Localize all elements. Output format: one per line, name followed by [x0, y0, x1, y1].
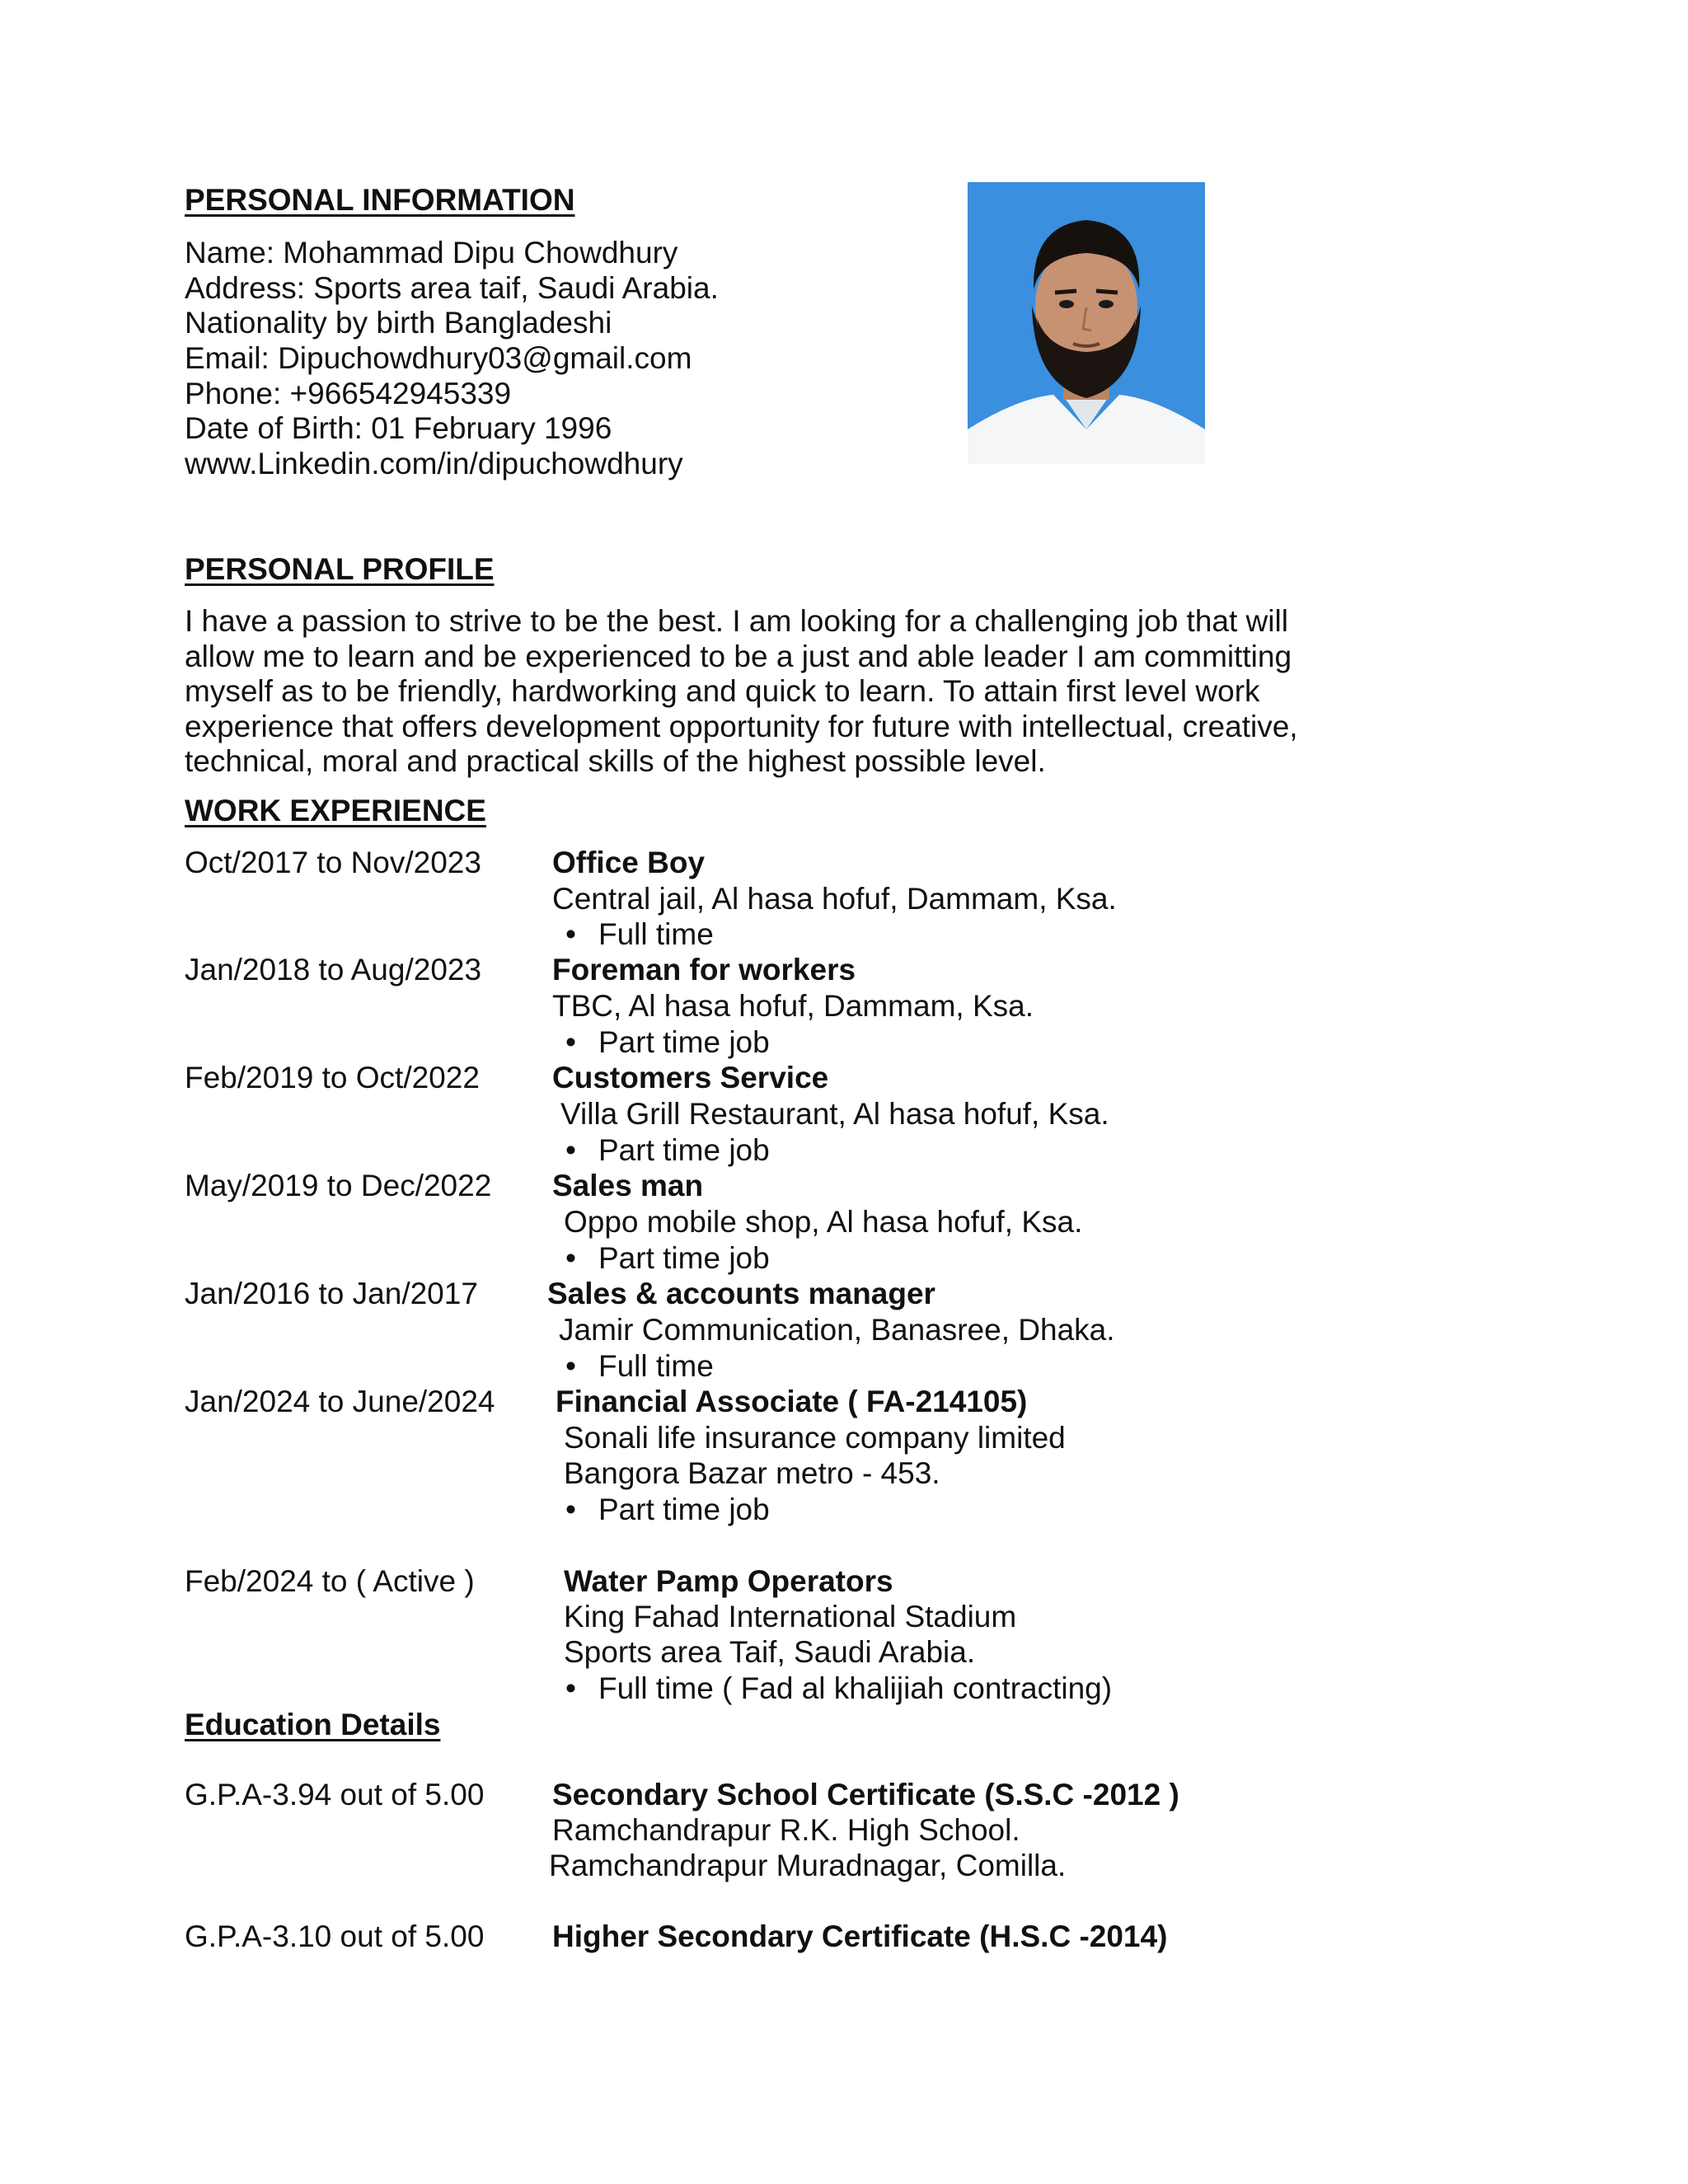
profile-line-4: experience that offers development opportunity for future with intellectual, creative, [185, 710, 1298, 743]
work-detail-6a: Sonali life insurance company limited [564, 1421, 1066, 1455]
work-date-3: Feb/2019 to Oct/2022 [185, 1061, 480, 1094]
work-date-1: Oct/2017 to Nov/2023 [185, 846, 481, 879]
work-title-4: Sales man [552, 1169, 704, 1202]
work-detail-7a: King Fahad International Stadium [564, 1600, 1017, 1633]
work-title-2: Foreman for workers [552, 953, 856, 987]
work-date-2: Jan/2018 to Aug/2023 [185, 953, 482, 987]
profile-line-1: I have a passion to strive to be the best. I am looking for a challenging job that will [185, 604, 1288, 638]
bullet-icon: • [565, 1133, 576, 1167]
education-detail-1a: Ramchandrapur R.K. High School. [552, 1813, 1020, 1847]
education-gpa-2: G.P.A-3.10 out of 5.00 [185, 1919, 485, 1953]
work-experience-heading: WORK EXPERIENCE [185, 794, 486, 827]
cv-page: PERSONAL INFORMATION Name: Mohammad Dipu Chowdhury Address: Sports area taif, Saudi Arabia. Nationality by birth Bangladeshi Email: Dipuchowdhury03@gmail.com Phone: +966542945339 Date of Birth: 01 February 1996 www.Linkedin.com/in/dipuchowdhury PERSONAL PROFILE I have a passion to strive to be the best. I am looking for a challenging job that will allow me to learn and be experienced to be a just and able leader I am committing myself as to be friendly, hardworking and quick to learn. To attain first level work experience that offers development opportunity for future with intellectual, creative, technical, moral and practical skills of the highest possible level. WORK EXPERIENCE Oct/2017 to Nov/2023 Office Boy Central jail, Al hasa hofuf, Dammam, Ksa. • Full time Jan/2018 to Aug/2023 Foreman for workers TBC, Al hasa hofuf, Dammam, Ksa. • Part time job Feb/2019 to Oct/2022 Customers Service Villa Grill Restaurant, Al hasa hofuf, Ksa. • Part time job May/2019 to Dec/2022 Sales man Oppo mobile shop, Al hasa hofuf, Ksa. • Part time job Jan/2016 to Jan/2017 Sales & accounts manager Jamir Communication, Banasree, Dhaka. • Full time Jan/2024 to June/2024 Financial Associate ( FA-214105) Sonali life insurance company limited Bangora Bazar metro - 453. • Part time job Feb/2024 to ( Active ) Water Pamp Operators King Fahad International Stadium Sports area Taif, Saudi Arabia. • Full time ( Fad al khalijiah contracting) Education Details G.P.A-3.94 out of 5.00 Secondary School Certificate (S.S.C -2012 ) Ramchandrapur R.K. High School. Ramchandrapur Muradnagar, Comilla. G.P.A-3.10 out of 5.00 Higher Secondary Certificate (H.S.C -2014) [185, 183, 1298, 1953]
work-date-4: May/2019 to Dec/2022 [185, 1169, 492, 1202]
profile-line-2: allow me to learn and be experienced to be a just and able leader I am committing [185, 640, 1292, 673]
work-detail-5: Jamir Communication, Banasree, Dhaka. [559, 1313, 1115, 1347]
work-title-5: Sales & accounts manager [547, 1277, 935, 1310]
personal-profile-heading: PERSONAL PROFILE [185, 552, 495, 586]
work-detail-3: Villa Grill Restaurant, Al hasa hofuf, Ksa. [560, 1097, 1109, 1131]
bullet-icon: • [565, 1241, 576, 1275]
education-heading: Education Details [185, 1708, 441, 1741]
bullet-icon: • [565, 917, 576, 951]
work-detail-4: Oppo mobile shop, Al hasa hofuf, Ksa. [564, 1205, 1083, 1239]
personal-information-heading: PERSONAL INFORMATION [185, 183, 575, 217]
linkedin-line: www.Linkedin.com/in/dipuchowdhury [185, 447, 683, 480]
work-date-5: Jan/2016 to Jan/2017 [185, 1277, 478, 1310]
work-detail-7b: Sports area Taif, Saudi Arabia. [564, 1635, 976, 1669]
bullet-icon: • [565, 1025, 576, 1059]
education-title-1: Secondary School Certificate (S.S.C -2012 ) [552, 1778, 1179, 1811]
work-date-6: Jan/2024 to June/2024 [185, 1385, 495, 1418]
education-title-2: Higher Secondary Certificate (H.S.C -2014) [552, 1919, 1168, 1953]
email-line: Email: Dipuchowdhury03@gmail.com [185, 341, 692, 375]
bullet-icon: • [565, 1493, 576, 1526]
work-title-6: Financial Associate ( FA-214105) [556, 1385, 1028, 1418]
work-title-3: Customers Service [552, 1061, 829, 1094]
date-of-birth-line: Date of Birth: 01 February 1996 [185, 411, 612, 445]
work-detail-2: TBC, Al hasa hofuf, Dammam, Ksa. [552, 989, 1034, 1023]
profile-photo [968, 182, 1205, 464]
address-line: Address: Sports area taif, Saudi Arabia. [185, 271, 719, 305]
profile-line-3: myself as to be friendly, hardworking and quick to learn. To attain first level work [185, 674, 1260, 708]
education-gpa-1: G.P.A-3.94 out of 5.00 [185, 1778, 485, 1811]
bullet-icon: • [565, 1349, 576, 1383]
education-detail-1b: Ramchandrapur Muradnagar, Comilla. [549, 1849, 1067, 1882]
phone-line: Phone: +966542945339 [185, 377, 512, 410]
bullet-icon: • [565, 1671, 576, 1705]
work-title-1: Office Boy [552, 846, 706, 879]
nationality-line: Nationality by birth Bangladeshi [185, 306, 612, 340]
work-date-7: Feb/2024 to ( Active ) [185, 1564, 475, 1598]
work-detail-6b: Bangora Bazar metro - 453. [564, 1456, 940, 1490]
name-line: Name: Mohammad Dipu Chowdhury [185, 236, 678, 269]
profile-photo-image [968, 182, 1205, 464]
profile-line-5: technical, moral and practical skills of the highest possible level. [185, 744, 1046, 778]
work-detail-1: Central jail, Al hasa hofuf, Dammam, Ksa. [552, 882, 1117, 916]
work-title-7: Water Pamp Operators [564, 1564, 893, 1598]
